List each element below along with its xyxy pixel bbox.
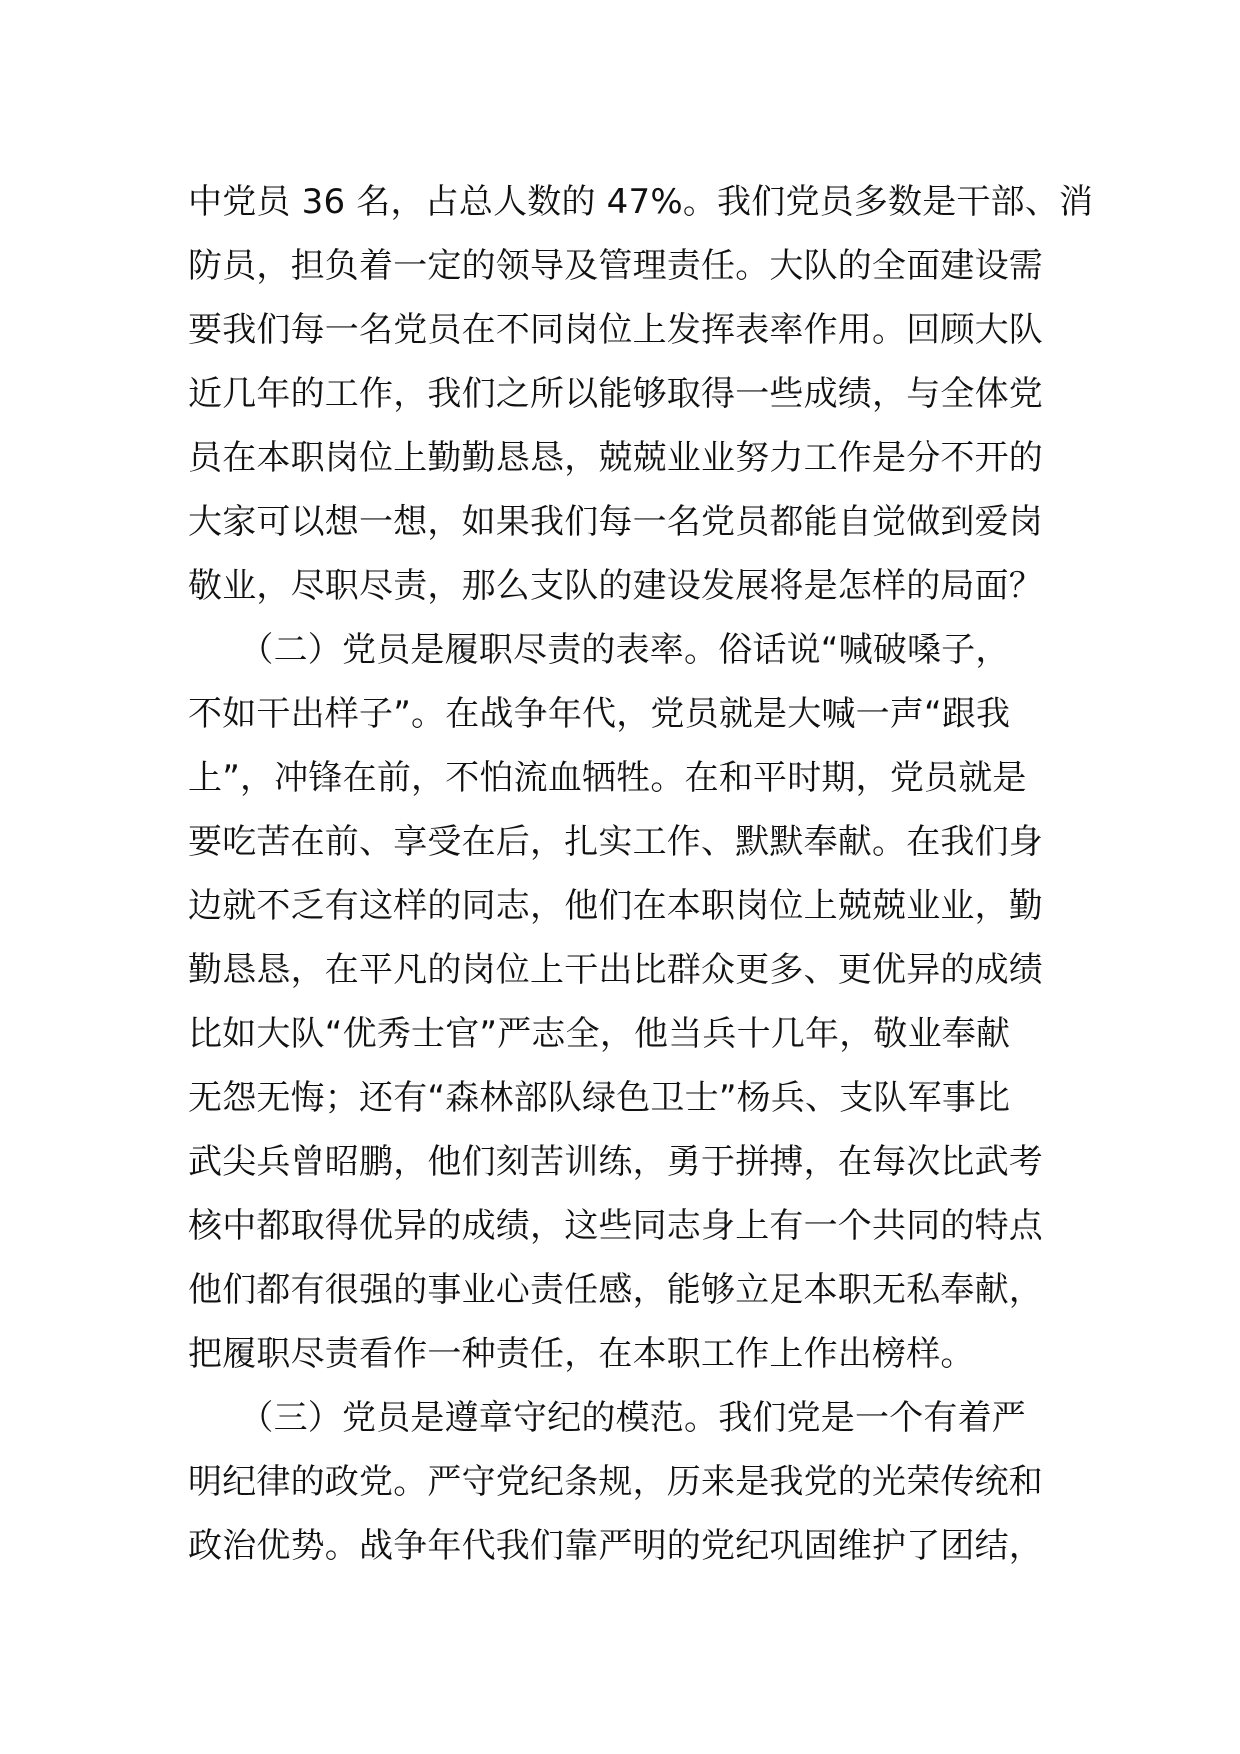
text-line: 比如大队“优秀士官”严志全，他当兵十几年，敬业奉献 xyxy=(188,1014,1011,1054)
text-line: 核中都取得优异的成绩，这些同志身上有一个共同的特点 xyxy=(188,1206,1043,1246)
paragraph-3-first-line: （三）党员是遵章守纪的模范。我们党是一个有着严 xyxy=(188,1398,1026,1438)
text-line: 防员，担负着一定的领导及管理责任。大队的全面建设需 xyxy=(188,246,1043,286)
text-line: 中党员 36 名，占总人数的 47%。我们党员多数是干部、消 xyxy=(188,182,1094,222)
text-line: 他们都有很强的事业心责任感，能够立足本职无私奉献， xyxy=(188,1270,1043,1310)
text-line: 勤恳恳，在平凡的岗位上干出比群众更多、更优异的成绩 xyxy=(188,950,1043,990)
text-line: 要吃苦在前、享受在后，扎实工作、默默奉献。在我们身 xyxy=(188,822,1043,862)
text-line: 大家可以想一想，如果我们每一名党员都能自觉做到爱岗 xyxy=(188,502,1043,542)
text-line: 边就不乏有这样的同志，他们在本职岗位上兢兢业业，勤 xyxy=(188,886,1043,926)
text-line: 把履职尽责看作一种责任，在本职工作上作出榜样。 xyxy=(188,1334,975,1374)
text-line: 近几年的工作，我们之所以能够取得一些成绩，与全体党 xyxy=(188,374,1043,414)
text-line: 上”，冲锋在前，不怕流血牺牲。在和平时期，党员就是 xyxy=(188,758,1027,798)
text-line: 明纪律的政党。严守党纪条规，历来是我党的光荣传统和 xyxy=(188,1462,1043,1502)
text-line: 政治优势。战争年代我们靠严明的党纪巩固维护了团结， xyxy=(188,1526,1043,1566)
text-line: 敬业，尽职尽责，那么支队的建设发展将是怎样的局面？ xyxy=(188,566,1043,606)
body-text xyxy=(188,170,1094,1578)
paragraph-2-first-line: （二）党员是履职尽责的表率。俗话说“喊破嗓子， xyxy=(188,630,1010,670)
text-line: 武尖兵曾昭鹏，他们刻苦训练，勇于拼搏，在每次比武考 xyxy=(188,1142,1043,1182)
text-line: 无怨无悔；还有“森林部队绿色卫士”杨兵、支队军事比 xyxy=(188,1078,1011,1118)
text-line: 员在本职岗位上勤勤恳恳，兢兢业业努力工作是分不开的 xyxy=(188,438,1043,478)
text-line: 不如干出样子”。在战争年代，党员就是大喊一声“跟我 xyxy=(188,694,1011,734)
text-line: 要我们每一名党员在不同岗位上发挥表率作用。回顾大队 xyxy=(188,310,1043,350)
